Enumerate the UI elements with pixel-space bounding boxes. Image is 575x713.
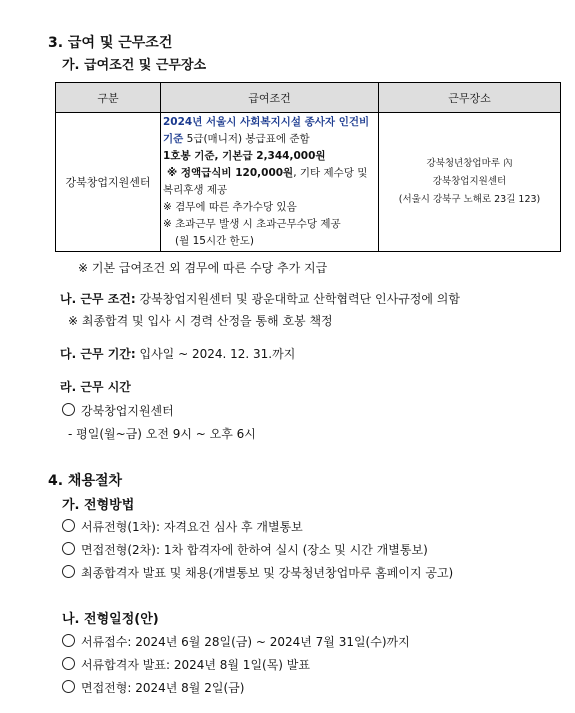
place-line-3: (서울시 강북구 노해로 23길 123): [398, 194, 541, 205]
section4-na-title: 나. 전형일정(안): [62, 612, 159, 627]
pay-line-3: 1호봉 기준, 기본급 2,344,000원: [163, 150, 326, 162]
header-pay: 급여조건: [161, 83, 379, 113]
pay-line-5: 복리후생 제공: [163, 184, 228, 196]
place-line-1: 강북청년창업마루 內: [426, 158, 513, 169]
work-period: 다. 근무 기간: 입사일 ~ 2024. 12. 31.까지: [60, 347, 296, 361]
circle-bullet-icon: [62, 680, 75, 693]
table-header-row: [56, 83, 561, 113]
place-line-2: 강북창업지원센터: [432, 176, 507, 187]
circle-bullet-icon: [62, 542, 75, 555]
list-item: 서류전형(1차): 자격요건 심사 후 개별통보: [62, 518, 303, 535]
circle-bullet-icon: [62, 403, 75, 416]
cell-work-place: [379, 113, 561, 252]
section3-ga-title: 가. 급여조건 및 근무장소: [62, 58, 207, 73]
pay-line-7: ※ 초과근무 발생 시 초과근무수당 제공: [163, 218, 341, 230]
pay-line-2: 기준 5급(매니저) 봉급표에 준함: [163, 133, 310, 145]
pay-line-1: 2024년 서울시 사회복지시설 종사자 인건비: [163, 116, 370, 128]
work-hours-title: 라. 근무 시간: [60, 380, 131, 394]
step-note: ※ 최종합격 및 입사 시 경력 산정을 통해 호봉 책정: [68, 314, 333, 328]
list-item: 서류접수: 2024년 6월 28일(금) ~ 2024년 7월 31일(수)까지: [62, 633, 410, 650]
list-item: 최종합격자 발표 및 채용(개별통보 및 강북청년창업마루 홈페이지 공고): [62, 564, 453, 581]
pay-line-6: ※ 겸무에 따른 추가수당 있음: [163, 201, 297, 213]
work-hours-location: 강북창업지원센터: [62, 402, 174, 419]
allowance-note: ※ 기본 급여조건 외 겸무에 따른 수당 추가 지급: [78, 261, 328, 275]
work-conditions: 나. 근무 조건: 강북창업지원센터 및 광운대학교 산학협력단 인사규정에 의함: [60, 292, 460, 306]
list-item: 면접전형(2차): 1차 합격자에 한하여 실시 (장소 및 시간 개별통보): [62, 541, 428, 558]
section4-ga-title: 가. 전형방법: [62, 498, 135, 513]
header-place: 근무장소: [379, 83, 561, 113]
circle-bullet-icon: [62, 565, 75, 578]
pay-line-8: (월 15시간 한도): [175, 235, 254, 247]
cell-pay-conditions: [161, 113, 379, 252]
section3-title: 3. 급여 및 근무조건: [48, 35, 173, 51]
header-category: 구분: [56, 83, 161, 113]
list-item: 서류합격자 발표: 2024년 8월 1일(목) 발표: [62, 656, 310, 673]
circle-bullet-icon: [62, 634, 75, 647]
circle-bullet-icon: [62, 519, 75, 532]
table-row: [56, 113, 561, 252]
list-item: 면접전형: 2024년 8월 2일(금): [62, 679, 244, 696]
work-hours-time: - 평일(월~금) 오전 9시 ~ 오후 6시: [68, 427, 256, 441]
pay-conditions-table: [55, 82, 561, 252]
cell-category: 강북창업지원센터: [56, 113, 161, 252]
section4-title: 4. 채용절차: [48, 473, 123, 489]
circle-bullet-icon: [62, 657, 75, 670]
pay-line-4: ※ 정액급식비 120,000원, 기타 제수당 및: [167, 167, 368, 179]
